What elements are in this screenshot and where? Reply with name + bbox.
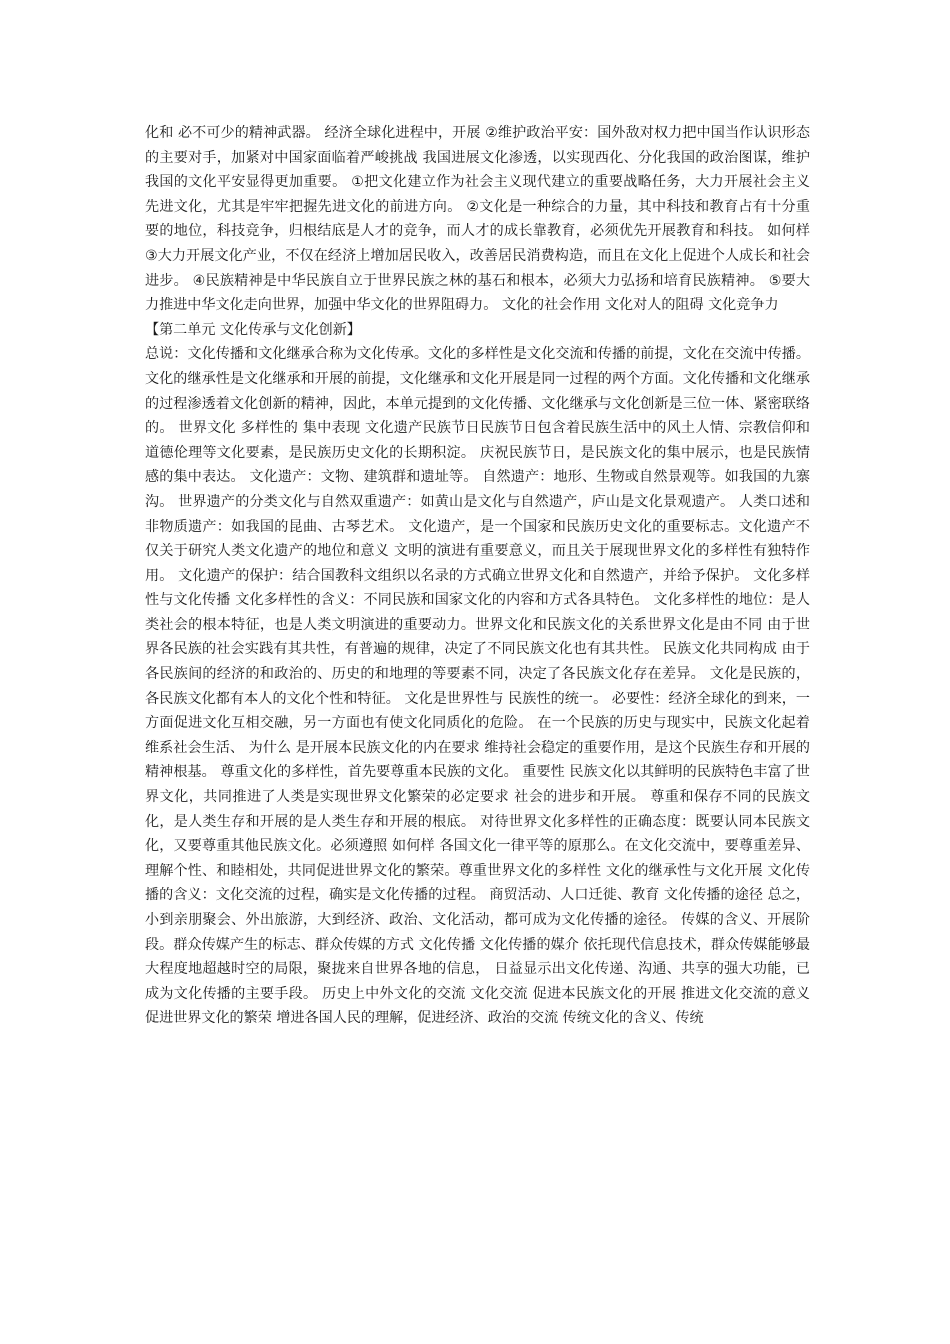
document-page [145, 121, 810, 1031]
section-heading: 【第二单元 文化传承与文化创新】 [145, 321, 361, 338]
body-paragraph: 化和 必不可少的精神武器。 经济全球化进程中，开展 ②维护政治平安：国外敌对权力把中国当作认识形态的主要对手，加紧对中国家面临着严峻挑战 我国进展文化渗透，以实现西化、分化我国的政治图谋，维护我国的文化平安显得更加重要。 ①把文化建立作为社会主义现代建立的重要战略任务，大力开展社会主义先进文化，尤其是牢牢把握先进文化的前进方向。 ②文化是一种综合的力量，其中科技和教育占有十分重要的地位，科技竞争，归根结底是人才的竞争，而人才的成长靠教育，必须优先开展教育和科技。 如何样 ③大力开展文化产业，不仅在经济上增加居民收入，改善居民消费构造，而且在文化上促进个人成长和社会进步。 ④民族精神是中华民族自立于世界民族之林的基石和根本，必须大力弘扬和培育民族精神。 ⑤要大力推进中华文化走向世界，加强中华文化的世界阻碍力。 文化的社会作用 文化对人的阻碍 文化竞争力 [145, 125, 810, 314]
body-paragraph: 总说：文化传播和文化继承合称为文化传承。文化的多样性是文化交流和传播的前提，文化在交流中传播。文化的继承性是文化继承和开展的前提，文化继承和文化开展是同一过程的两个方面。文化传播和文化继承的过程渗透着文化创新的精神，因此，本单元提到的文化传播、文化继承与文化创新是三位一体、紧密联络的。 世界文化 多样性的 集中表现 文化遗产民族节日民族节日包含着民族生活中的风土人情、宗教信仰和道德伦理等文化要素，是民族历史文化的长期积淀。 庆祝民族节日，是民族文化的集中展示，也是民族情感的集中表达。 文化遗产：文物、建筑群和遗址等。 自然遗产：地形、生物或自然景观等。如我国的九寨沟。 世界遗产的分类文化与自然双重遗产：如黄山是文化与自然遗产，庐山是文化景观遗产。 人类口述和非物质遗产：如我国的昆曲、古琴艺术。 文化遗产，是一个国家和民族历史文化的重要标志。文化遗产不仅关于研究人类文化遗产的地位和意义 文明的演进有重要意义，而且关于展现世界文化的多样性有独特作用。 文化遗产的保护：结合国教科文组织以名录的方式确立世界文化和自然遗产，并给予保护。 文化多样性与文化传播 文化多样性的含义：不同民族和国家文化的内容和方式各具特色。 文化多样性的地位：是人类社会的根本特征，也是人类文明演进的重要动力。世界文化和民族文化的关系世界文化是由不同 由于世界各民族的社会实践有其共性，有普遍的规律，决定了不同民族文化也有其共性。 民族文化共同构成 由于各民族间的经济的和政治的、历史的和地理的等要素不同，决定了各民族文化存在差异。 文化是民族的，各民族文化都有本人的文化个性和特征。 文化是世界性与 民族性的统一。 必要性：经济全球化的到来，一方面促进文化互相交融，另一方面也有使文化同质化的危险。 在一个民族的历史与现实中，民族文化起着维系社会生活、 为什么 是开展本民族文化的内在要求 维持社会稳定的重要作用，是这个民族生存和开展的精神根基。 尊重文化的多样性，首先要尊重本民族的文化。 重要性 民族文化以其鲜明的民族特色丰富了世界文化，共同推进了人类是实现世界文化繁荣的必定要求 社会的进步和开展。 尊重和保存不同的民族文化，是人类生存和开展的是人类生存和开展的根底。 对待世界文化多样性的正确态度：既要认同本民族文化，又要尊重其他民族文化。必须遵照 如何样 各国文化一律平等的原那么。在文化交流中，要尊重差异、理解个性、和睦相处，共同促进世界文化的繁荣。尊重世界文化的多样性 文化的继承性与文化开展 文化传播的含义：文化交流的过程，确实是文化传播的过程。 商贸活动、人口迁徙、教育 文化传播的途径 总之，小到亲朋聚会、外出旅游，大到经济、政治、文化活动，都可成为文化传播的途径。 传媒的含义、开展阶段。群众传媒产生的标志、群众传媒的方式 文化传播 文化传播的媒介 依托现代信息技术，群众传媒能够最大程度地超越时空的局限，聚拢来自世界各地的信息， 日益显示出文化传递、沟通、共享的强大功能，已成为文化传播的主要手段。 历史上中外文化的交流 文化交流 促进本民族文化的开展 推进文化交流的意义 促进世界文化的繁荣 增进各国人民的理解，促进经济、政治的交流 传统文化的含义、传统 [145, 346, 810, 1027]
